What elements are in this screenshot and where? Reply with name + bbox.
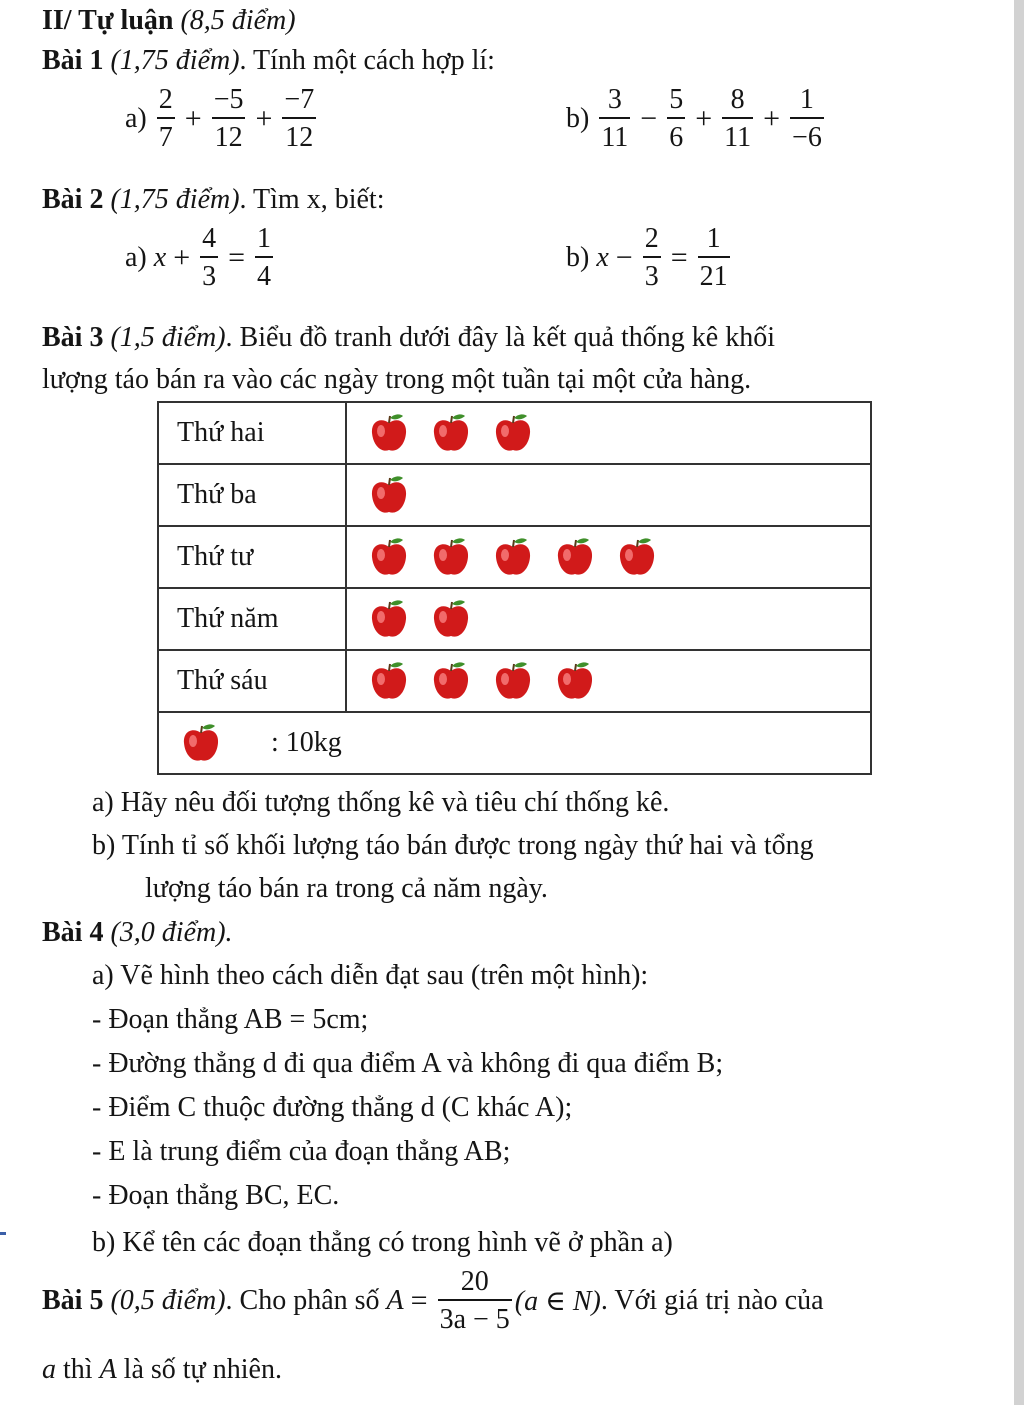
fraction: $\frac{1}{4}$ xyxy=(257,223,272,292)
bai3-points: (1,5 điểm) xyxy=(110,322,226,353)
apple-icon xyxy=(491,411,535,455)
minus-sign: − xyxy=(615,241,633,274)
bai4-question-a: a) Vẽ hình theo cách diễn đạt sau (trên một hình): xyxy=(92,960,649,991)
bai1-a-label: a) xyxy=(125,103,147,134)
apple-icon xyxy=(429,597,473,641)
fraction: $\frac{-7}{12}$ xyxy=(284,84,315,153)
bai2-points: (1,75 điểm) xyxy=(110,184,240,215)
apple-icon xyxy=(553,659,597,703)
pictogram-row xyxy=(158,650,871,712)
section-points: (8,5 điểm) xyxy=(180,5,296,36)
bai1-b-label: b) xyxy=(566,103,590,134)
apple-icon xyxy=(367,473,411,517)
equals-sign: = xyxy=(410,1284,428,1317)
bai4-item: - E là trung điểm của đoạn thẳng AB; xyxy=(92,1136,511,1167)
bai5-points: (0,5 điểm) xyxy=(110,1285,226,1316)
bai1-heading xyxy=(42,45,495,77)
bai3-text-line2: lượng táo bán ra vào các ngày trong một tuần tại một cửa hàng. xyxy=(42,364,752,395)
bai5-title: Bài 5 xyxy=(42,1285,104,1316)
pictogram-row xyxy=(158,402,871,464)
apple-icon xyxy=(491,535,535,579)
fraction: $\frac{4}{3}$ xyxy=(202,223,217,292)
bai1-a xyxy=(125,86,319,152)
fraction: $\frac{8}{11}$ xyxy=(724,84,752,153)
bai3-question-b-line2: lượng táo bán ra trong cả năm ngày. xyxy=(145,873,548,904)
apple-icon xyxy=(429,659,473,703)
fraction: $\frac{5}{6}$ xyxy=(669,84,684,153)
page-edge xyxy=(1014,0,1024,1405)
text: là số tự nhiên. xyxy=(116,1354,282,1385)
pictogram-row xyxy=(158,464,871,526)
pictogram-legend-row xyxy=(158,712,871,774)
condition: (a ∈ N) xyxy=(514,1286,601,1317)
apple-icon xyxy=(553,535,597,579)
apple-count-cell xyxy=(346,588,871,650)
apple-icon xyxy=(367,597,411,641)
day-label: Thứ tư xyxy=(158,526,346,588)
bai2-b xyxy=(566,225,733,291)
bai1-prompt: . Tính một cách hợp lí: xyxy=(239,45,495,76)
plus-sign: + xyxy=(255,102,273,135)
bai5-text: . Cho phân số xyxy=(225,1285,380,1316)
fraction: $\frac{2}{3}$ xyxy=(644,223,659,292)
bai2-a-label: a) xyxy=(125,242,147,273)
apple-icon xyxy=(491,659,535,703)
plus-sign: + xyxy=(695,102,713,135)
text: thì xyxy=(56,1354,100,1385)
bai3-heading xyxy=(42,322,775,354)
bai4-item: - Đoạn thẳng BC, EC. xyxy=(92,1180,340,1211)
apple-icon xyxy=(367,535,411,579)
bai4-question-b: b) Kể tên các đoạn thẳng có trong hình vẽ ở phần a) xyxy=(92,1227,673,1258)
apple-icon xyxy=(179,721,223,765)
apple-icon xyxy=(367,659,411,703)
bai4-title: Bài 4 xyxy=(42,917,104,948)
bai1-title: Bài 1 xyxy=(42,45,104,76)
minus-sign: − xyxy=(640,102,658,135)
section-title: II/ Tự luận xyxy=(42,5,174,36)
pictogram-row xyxy=(158,526,871,588)
bai4-heading xyxy=(42,917,233,949)
plus-sign: + xyxy=(763,102,781,135)
fraction: $\frac{1}{21}$ xyxy=(699,223,728,292)
apple-count-cell xyxy=(346,402,871,464)
fraction: $\frac{3}{11}$ xyxy=(601,84,629,153)
section-heading xyxy=(42,5,296,37)
variable-A: A xyxy=(386,1285,404,1316)
plus-sign: + xyxy=(173,241,191,274)
fraction: $\frac{2}{7}$ xyxy=(158,84,173,153)
apple-icon xyxy=(429,411,473,455)
apple-icon xyxy=(429,535,473,579)
pictogram-chart xyxy=(157,401,872,775)
bai5-text2: . Với giá trị nào của xyxy=(600,1285,824,1316)
bai3-question-b: b) Tính tỉ số khối lượng táo bán được trong ngày thứ hai và tổng xyxy=(92,830,814,861)
variable-x: x xyxy=(153,242,167,273)
bai2-title: Bài 2 xyxy=(42,184,104,215)
bai2-prompt: . Tìm x, biết: xyxy=(239,184,385,215)
day-label: Thứ năm xyxy=(158,588,346,650)
variable-x: x xyxy=(596,242,609,273)
plus-sign: + xyxy=(184,102,202,135)
variable-a: a xyxy=(42,1354,56,1385)
fraction: $\frac{-5}{12}$ xyxy=(213,84,244,153)
bai3-text: . Biểu đồ tranh dưới đây là kết quả thống kê khối xyxy=(225,322,775,353)
apple-count-cell xyxy=(346,464,871,526)
variable-A: A xyxy=(99,1354,117,1385)
margin-mark xyxy=(0,1232,6,1235)
bai4-points: (3,0 điểm). xyxy=(110,917,233,948)
equals-sign: = xyxy=(228,241,246,274)
legend xyxy=(158,712,871,774)
bai1-b xyxy=(566,86,827,152)
fraction: $\frac{20}{3a - 5}$ xyxy=(439,1266,510,1335)
apple-icon xyxy=(615,535,659,579)
legend-label: : 10kg xyxy=(271,727,342,758)
fraction: $\frac{1}{-6}$ xyxy=(792,84,822,153)
bai4-item: - Đoạn thẳng AB = 5cm; xyxy=(92,1004,369,1035)
bai2-heading xyxy=(42,184,384,216)
day-label: Thứ ba xyxy=(158,464,346,526)
bai2-a xyxy=(125,225,276,291)
bai1-points: (1,75 điểm) xyxy=(110,45,240,76)
bai4-item: - Điểm C thuộc đường thẳng d (C khác A); xyxy=(92,1092,573,1123)
apple-count-cell xyxy=(346,526,871,588)
bai3-title: Bài 3 xyxy=(42,322,104,353)
bai2-b-label: b) xyxy=(566,242,590,273)
bai4-item: - Đường thẳng d đi qua điểm A và không đi qua điểm B; xyxy=(92,1048,724,1079)
bai3-question-a: a) Hãy nêu đối tượng thống kê và tiêu chí thống kê. xyxy=(92,787,670,818)
bai5-line1 xyxy=(42,1268,824,1334)
apple-icon xyxy=(367,411,411,455)
day-label: Thứ hai xyxy=(158,402,346,464)
bai5-line2 xyxy=(42,1354,282,1386)
pictogram-row xyxy=(158,588,871,650)
apple-count-cell xyxy=(346,650,871,712)
day-label: Thứ sáu xyxy=(158,650,346,712)
equals-sign: = xyxy=(670,241,688,274)
